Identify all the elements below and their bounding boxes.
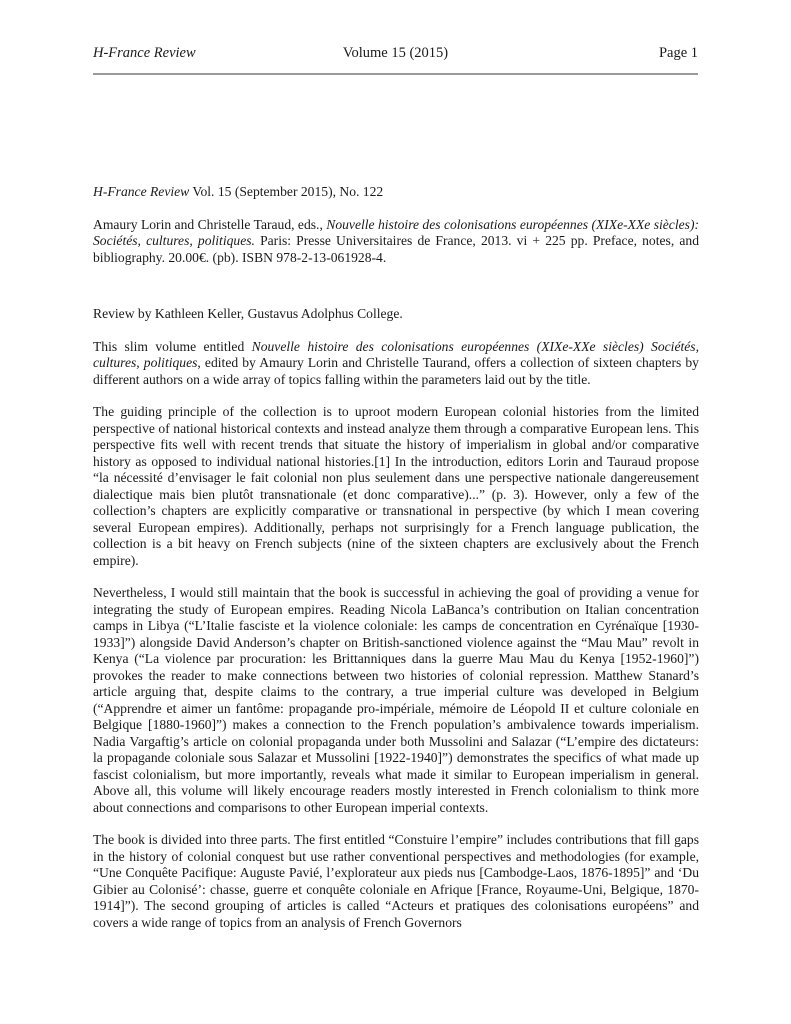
book-bibliography [93,217,699,267]
paragraph-1 [93,339,699,389]
paragraph-4: The book is divided into three parts. The first entitled “Constuire l’empire” includes contributions that fill gaps in the history of colonial conquest but use rather conventional perspectives and methodologies (for example, “Une Conquête Pacifique: Auguste Pavié, l’explorateur aux pieds nus [Cambodge-Laos, 1876-1895]” and ‘Du Gibier au Colonisé’: chasse, guerre et conquête coloniale en Afrique [France, Royaume-Uni, Belgique, 1870-1914]”). The second grouping of articles is called “Acteurs et pratiques des colonisations européens” and covers a wide range of topics from an analysis of French Governors [93,832,699,930]
page-header [93,43,698,67]
bib-editors: Amaury Lorin and Christelle Taraud, eds., [93,216,327,232]
p1-title: Nouvelle histoire des colonisations européennes (XIXe-XXe siècles) Sociétés, cultures, politiques [93,338,699,370]
header-volume: Volume 15 (2015) [342,45,449,61]
paragraph-3: Nevertheless, I would still maintain that the book is successful in achieving the goal of providing a venue for integrating the study of European empires. Reading Nicola LaBanca’s contribution on Italian concentration camps in Libya (“L’Italie fasciste et la violence coloniale: les camps de concentration en Cyrénaïque [1930-1933]”) alongside David Anderson’s chapter on British-sanctioned violence against the “Mau Mau” revolt in Kenya (“La violence par procuration: les Brittanniques dans la guerre Mau Mau du Kenya [1952-1960]”) provokes the reader to make connections between two histories of colonial repression. Matthew Stanard’s article arguing that, despite claims to the contrary, a true imperial culture was developed in Belgium (“Apprendre et aimer un fantôme: propagande pro-impériale, mémoire de Léopold II et culture coloniale en Belgique [1880-1960]”) makes a connection to the French population’s ambivalence towards imperialism. Nadia Vargaftig’s article on colonial propaganda under both Mussolini and Salazar (“L’empire des dictateurs: la propagande coloniale sous Salazar et Mussolini [1922-1940]”) demonstrates the specifics of what made up fascist colonialism, but more importantly, reveals what made it similar to European imperialism in general. Above all, this volume will likely encourage readers mostly interested in French colonialism to think more about connections and comparisons to other European imperial contexts. [93,585,699,815]
bib-title: Nouvelle histoire des colonisations européennes (XIXe-XXe siècles): Sociétés, cultures, politiques. [93,216,699,248]
header-page-number: Page 1 [658,45,698,61]
header-rule [93,73,698,75]
review-citation [93,184,699,201]
paragraph-2: The guiding principle of the collection is to uproot modern European colonial histories from the limited perspective of national historical contexts and instead analyze them through a comparative European lens. This perspective fits well with recent trends that situate the history of imperialism in global and/or comparative history as opposed to individual national histories.[1] In the introduction, editors Lorin and Tauraud propose “la nécessité d’envisager le fait colonial non plus seulement dans une perspective nationale dangereusement dialectique mais bien plutôt transnationale (et donc comparative)...” (p. 3). However, only a few of the collection’s chapters are explicitly comparative or transnational in perspective (by which I mean covering several European empires). Additionally, perhaps not surprisingly for a French language publication, the collection is a bit heavy on French subjects (nine of the sixteen chapters are exclusively about the French empire). [93,404,699,568]
review-body [93,184,699,931]
p1-before: This slim volume entitled [93,338,252,354]
citation-issue: Vol. 15 (September 2015), No. 122 [189,184,384,199]
header-journal-name: H-France Review [93,45,196,61]
citation-journal: H-France Review [93,184,190,199]
bib-details: Paris: Presse Universitaires de France, 2013. vi + 225 pp. Preface, notes, and bibliography. 20.00€. (pb). ISBN 978-2-13-061928-4. [93,233,699,265]
p1-after: , edited by Amaury Lorin and Christelle Taurand, offers a collection of sixteen chapters by different authors on a wide array of topics falling within the parameters laid out by the title. [93,355,699,387]
reviewer-line: Review by Kathleen Keller, Gustavus Adolphus College. [93,306,403,321]
